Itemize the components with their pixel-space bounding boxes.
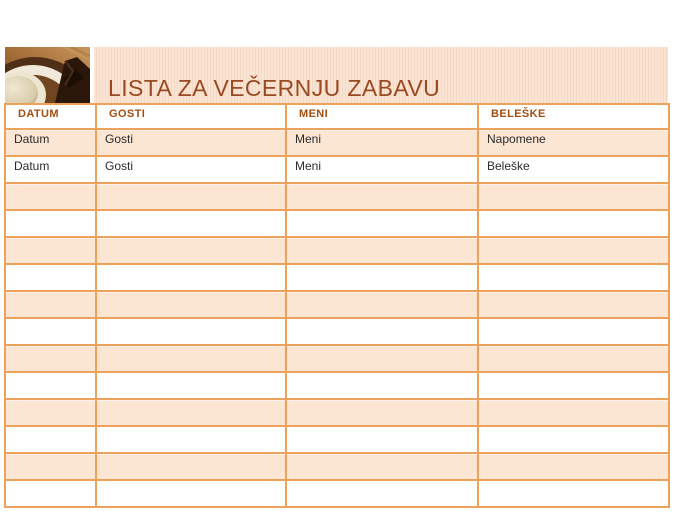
cell-meni[interactable] [286,480,478,507]
cell-gosti[interactable] [96,345,286,372]
table-row [5,426,669,453]
cell-datum[interactable] [5,264,96,291]
cell-meni[interactable] [286,291,478,318]
table-row [5,129,669,156]
title-band [94,47,668,103]
column-header-datum: DATUM [5,104,96,129]
header-row [5,104,669,129]
cell-beleske[interactable] [478,183,669,210]
cell-beleske[interactable] [478,372,669,399]
cell-gosti[interactable] [96,372,286,399]
cell-meni[interactable] [286,264,478,291]
cell-meni[interactable] [286,237,478,264]
cell-datum[interactable]: Datum [5,156,96,183]
cell-beleske[interactable]: Napomene [478,129,669,156]
cell-gosti[interactable] [96,237,286,264]
dinner-party-table [4,103,670,508]
cell-meni[interactable] [286,372,478,399]
cell-datum[interactable] [5,372,96,399]
cell-datum[interactable] [5,210,96,237]
cell-gosti[interactable] [96,183,286,210]
table-row [5,318,669,345]
cell-gosti[interactable] [96,291,286,318]
table-row [5,156,669,183]
cell-meni[interactable]: Meni [286,129,478,156]
cell-gosti[interactable] [96,453,286,480]
cell-gosti[interactable]: Gosti [96,129,286,156]
cell-beleske[interactable]: Beleške [478,156,669,183]
page-title: LISTA ZA VEČERNJU ZABAVU [108,74,441,101]
cell-gosti[interactable] [96,426,286,453]
cell-beleske[interactable] [478,399,669,426]
table-row [5,480,669,507]
cell-gosti[interactable] [96,264,286,291]
cell-meni[interactable] [286,183,478,210]
table-row [5,399,669,426]
cell-meni[interactable] [286,210,478,237]
cell-gosti[interactable] [96,210,286,237]
cell-beleske[interactable] [478,237,669,264]
cell-meni[interactable] [286,453,478,480]
cell-datum[interactable] [5,480,96,507]
cell-datum[interactable] [5,453,96,480]
table-row [5,210,669,237]
cell-meni[interactable] [286,426,478,453]
cell-beleske[interactable] [478,210,669,237]
table-row [5,453,669,480]
cell-datum[interactable] [5,399,96,426]
cell-datum[interactable] [5,291,96,318]
table-row [5,264,669,291]
column-header-beleske: BELEŠKE [478,104,669,129]
cell-datum[interactable] [5,183,96,210]
cell-beleske[interactable] [478,318,669,345]
table-body [5,129,669,507]
cell-datum[interactable] [5,237,96,264]
cell-datum[interactable] [5,318,96,345]
table-header [5,104,669,129]
table-row [5,372,669,399]
table-row [5,291,669,318]
cell-gosti[interactable] [96,399,286,426]
table-row [5,237,669,264]
cell-beleske[interactable] [478,291,669,318]
table-row [5,183,669,210]
table-row [5,345,669,372]
cell-beleske[interactable] [478,480,669,507]
cell-meni[interactable]: Meni [286,156,478,183]
cell-datum[interactable] [5,426,96,453]
cell-beleske[interactable] [478,453,669,480]
table-container [4,103,668,508]
dinner-plates-photo [5,47,90,103]
dinner-plates-illustration [5,47,90,103]
cell-beleske[interactable] [478,264,669,291]
column-header-meni: MENI [286,104,478,129]
column-header-gosti: GOSTI [96,104,286,129]
cell-datum[interactable]: Datum [5,129,96,156]
cell-gosti[interactable] [96,318,286,345]
cell-beleske[interactable] [478,345,669,372]
cell-meni[interactable] [286,345,478,372]
cell-datum[interactable] [5,345,96,372]
cell-beleske[interactable] [478,426,669,453]
cell-gosti[interactable]: Gosti [96,156,286,183]
cell-meni[interactable] [286,399,478,426]
cell-meni[interactable] [286,318,478,345]
cell-gosti[interactable] [96,480,286,507]
